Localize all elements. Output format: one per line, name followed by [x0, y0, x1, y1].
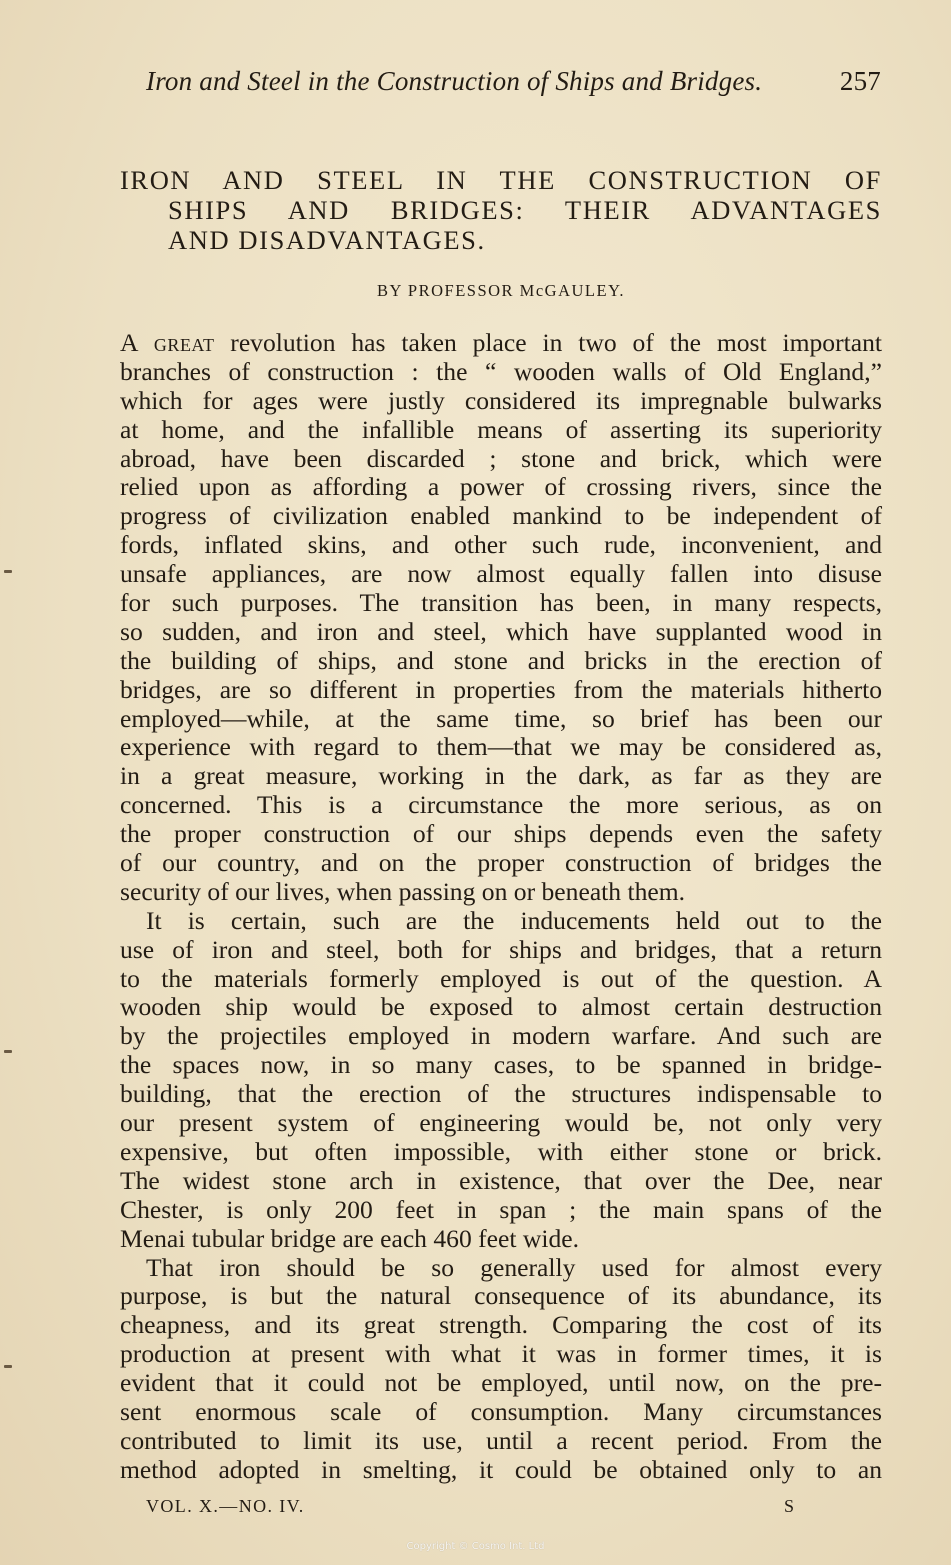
text-line: of our country, and on the proper construction of bridges the — [120, 848, 882, 878]
page-footer — [146, 1496, 796, 1517]
text-line: Chester, is only 200 feet in span ; the main spans of the — [120, 1194, 882, 1224]
running-head-title: Iron and Steel in the Construction of Ships and Bridges. — [146, 66, 763, 96]
title-line: AND DISADVANTAGES. — [168, 225, 486, 255]
text-line: employed—while, at the same time, so brief has been our — [120, 703, 882, 733]
page-number: 257 — [839, 66, 881, 96]
text-line: The widest stone arch in existence, that over the Dee, near — [120, 1165, 882, 1195]
byline: BY PROFESSOR McGAULEY. — [377, 281, 625, 300]
text-line: concerned. This is a circumstance the more serious, as on — [120, 790, 882, 820]
article-title — [120, 165, 882, 255]
text-line: security of our lives, when passing on or beneath them. — [120, 876, 686, 906]
margin-mark — [4, 570, 12, 573]
text-line: in a great measure, working in the dark, as far as they are — [120, 761, 882, 791]
copyright-watermark: Copyright © Cosmo Int. Ltd — [406, 1541, 545, 1552]
text-line: evident that it could not be employed, until now, on the pre- — [120, 1368, 882, 1398]
text-line: abroad, have been discarded ; stone and brick, which were — [120, 443, 882, 473]
text-line: for such purposes. The transition has been, in many respects, — [120, 588, 882, 618]
text-line: so sudden, and iron and steel, which have supplanted wood in — [120, 616, 882, 646]
text-line: at home, and the infallible means of asserting its superiority — [120, 414, 882, 444]
text-line: building, that the erection of the structures indispensable to — [120, 1079, 882, 1109]
text-line: purpose, is but the natural consequence of its abundance, its — [120, 1281, 882, 1311]
text-line: A great revolution has taken place in two of the most important — [120, 328, 882, 357]
text-line: branches of construction : the “ wooden walls of Old England,” — [120, 356, 882, 386]
text-line: experience with regard to them—that we may be considered as, — [120, 732, 882, 762]
text-line: production at present with what it was in former times, it is — [120, 1339, 882, 1369]
text-line: sent enormous scale of consumption. Many circumstances — [120, 1396, 882, 1426]
text-line: wooden ship would be exposed to almost certain destruction — [120, 992, 882, 1022]
title-line: SHIPS AND BRIDGES: THEIR ADVANTAGES — [168, 195, 882, 225]
text-line: the proper construction of our ships depends even the safety — [120, 819, 882, 849]
text-line: relied upon as affording a power of crossing rivers, since the — [120, 472, 882, 502]
text-line: fords, inflated skins, and other such rude, inconvenient, and — [120, 530, 882, 560]
text-line: the building of ships, and stone and bricks in the erection of — [120, 645, 882, 675]
text-line: expensive, but often impossible, with either stone or brick. — [120, 1136, 882, 1166]
text-line: progress of civilization enabled mankind to be independent of — [120, 501, 882, 531]
opening-words: A great — [120, 328, 215, 357]
text-line: by the projectiles employed in modern warfare. And such are — [120, 1021, 882, 1051]
title-line: IRON AND STEEL IN THE CONSTRUCTION OF — [120, 165, 882, 195]
article-body — [120, 329, 882, 1485]
text-line: use of iron and steel, both for ships and bridges, that a return — [120, 934, 882, 964]
text-line: That iron should be so generally used for almost every — [146, 1252, 882, 1282]
running-head — [146, 66, 881, 97]
text-line: which for ages were justly considered its impregnable bulwarks — [120, 385, 882, 415]
text-line: contributed to limit its use, until a recent period. From the — [120, 1425, 882, 1455]
text-line: to the materials formerly employed is out of the question. A — [120, 963, 882, 993]
volume-number: VOL. X.—NO. IV. — [146, 1496, 305, 1516]
margin-mark — [4, 1365, 12, 1368]
signature-mark: S — [784, 1496, 796, 1516]
text-line: It is certain, such are the inducements held out to the — [146, 905, 882, 935]
text-line: Menai tubular bridge are each 460 feet wide. — [120, 1223, 580, 1253]
text-line: unsafe appliances, are now almost equally fallen into disuse — [120, 559, 882, 589]
text-line: cheapness, and its great strength. Comparing the cost of its — [120, 1310, 882, 1340]
text-line: method adopted in smelting, it could be obtained only to an — [120, 1454, 882, 1484]
margin-mark — [4, 1050, 12, 1053]
text-line: bridges, are so different in properties from the materials hitherto — [120, 674, 882, 704]
text-line: our present system of engineering would be, not only very — [120, 1108, 882, 1138]
text-line: the spaces now, in so many cases, to be spanned in bridge- — [120, 1050, 882, 1080]
